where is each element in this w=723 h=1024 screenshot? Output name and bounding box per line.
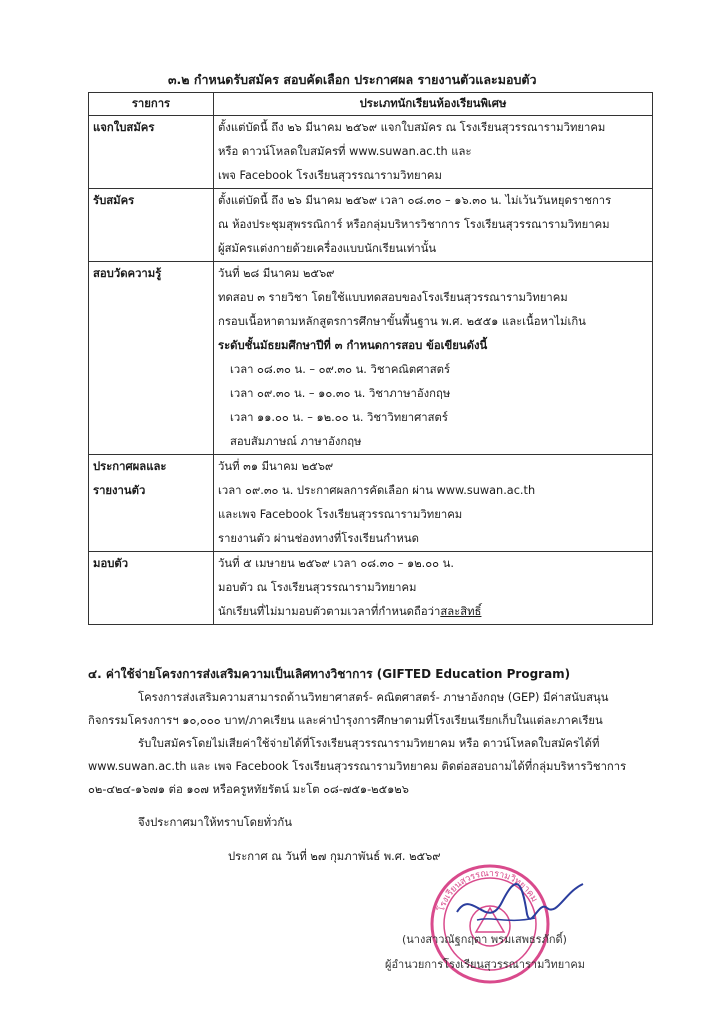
section-heading: ๓.๒ กำหนดรับสมัคร สอบคัดเลือก ประกาศผล รายงานตัวและมอบตัว bbox=[168, 72, 537, 87]
forfeit-underlined: สละสิทธิ์ bbox=[440, 605, 482, 618]
row-topic-line: ประกาศผลและ bbox=[93, 460, 167, 473]
announce-date: ประกาศ ณ วันที่ ๒๗ กุมภาพันธ์ พ.ศ. ๒๕๖๙ bbox=[228, 850, 441, 863]
detail-line: วันที่ ๕ เมษายน ๒๕๖๙ เวลา ๐๘.๓๐ – ๑๒.๐๐ น. bbox=[218, 557, 454, 570]
detail-line: และเพจ Facebook โรงเรียนสุวรรณารามวิทยาคม bbox=[218, 508, 463, 521]
detail-line: ระดับชั้นมัธยมศึกษาปีที่ ๓ กำหนดการสอบ ข้อเขียนดังนี้ bbox=[218, 339, 488, 352]
row-detail bbox=[214, 189, 653, 262]
detail-line: วันที่ ๒๘ มีนาคม ๒๕๖๙ bbox=[218, 267, 335, 280]
detail-line: กรอบเนื้อหาตามหลักสูตรการศึกษาขั้นพื้นฐาน พ.ศ. ๒๕๕๑ และเนื้อหาไม่เกิน bbox=[218, 315, 586, 328]
table-row bbox=[89, 116, 653, 189]
section-4 bbox=[88, 663, 668, 801]
column-header-item: รายการ bbox=[89, 93, 214, 116]
exam-time-line: เวลา ๐๙.๓๐ น. – ๑๐.๓๐ น. วิชาภาษาอังกฤษ bbox=[230, 387, 451, 400]
row-detail bbox=[214, 262, 653, 455]
closing-text: จึงประกาศมาให้ทราบโดยทั่วกัน bbox=[138, 816, 292, 829]
detail-line: ตั้งแต่บัดนี้ ถึง ๒๖ มีนาคม ๒๕๖๙ เวลา ๐๘.๓๐ – ๑๖.๓๐ น. ไม่เว้นวันหยุดราชการ bbox=[218, 194, 612, 207]
detail-line: ทดสอบ ๓ รายวิชา โดยใช้แบบทดสอบของโรงเรียนสุวรรณารามวิทยาคม bbox=[218, 291, 568, 304]
forfeit-text: นักเรียนที่ไม่มามอบตัวตามเวลาที่กำหนดถือว่า bbox=[218, 605, 441, 618]
row-detail bbox=[214, 455, 653, 552]
row-topic: แจกใบสมัคร bbox=[89, 116, 214, 189]
row-detail bbox=[214, 552, 653, 625]
detail-line: ผู้สมัครแต่งกายด้วยเครื่องแบบนักเรียนเท่านั้น bbox=[218, 242, 437, 255]
exam-time-line: เวลา ๐๘.๓๐ น. – ๐๙.๓๐ น. วิชาคณิตศาสตร์ bbox=[230, 363, 451, 376]
schedule-table bbox=[88, 92, 653, 625]
row-detail bbox=[214, 116, 653, 189]
row-topic bbox=[89, 455, 214, 552]
paragraph-line: รับใบสมัครโดยไม่เสียค่าใช้จ่ายได้ที่โรงเรียนสุวรรณารามวิทยาคม หรือ ดาวน์โหลดใบสมัครได้ที่ bbox=[138, 737, 600, 750]
row-topic: มอบตัว bbox=[89, 552, 214, 625]
detail-line: มอบตัว ณ โรงเรียนสุวรรณารามวิทยาคม bbox=[218, 581, 417, 594]
detail-line bbox=[218, 600, 648, 624]
table-row bbox=[89, 552, 653, 625]
detail-line: วันที่ ๓๑ มีนาคม ๒๕๖๙ bbox=[218, 460, 334, 473]
detail-line: เวลา ๐๙.๓๐ น. ประกาศผลการคัดเลือก ผ่าน www.suwan.ac.th bbox=[218, 484, 536, 497]
exam-time-line: เวลา ๑๑.๐๐ น. – ๑๒.๐๐ น. วิชาวิทยาศาสตร์ bbox=[230, 411, 448, 424]
seal-text: โรงเรียนสุวรรณารามวิทยาคม bbox=[436, 868, 540, 913]
section-4-title: ๔. ค่าใช้จ่ายโครงการส่งเสริมความเป็นเลิศทางวิชาการ (GIFTED Education Program) bbox=[88, 667, 571, 681]
paragraph-line: โครงการส่งเสริมความสามารถด้านวิทยาศาสตร์- คณิตศาสตร์- ภาษาอังกฤษ (GEP) มีค่าสนับสนุน bbox=[138, 691, 609, 704]
column-header-type: ประเภทนักเรียนห้องเรียนพิเศษ bbox=[214, 93, 653, 116]
signature-underline bbox=[477, 918, 535, 920]
detail-line: ณ ห้องประชุมสุพรรณิการ์ หรือกลุ่มบริหารวิชาการ โรงเรียนสุวรรณารามวิทยาคม bbox=[218, 218, 610, 231]
detail-line: หรือ ดาวน์โหลดใบสมัครที่ www.suwan.ac.th และ bbox=[218, 145, 472, 158]
paragraph-line: ๐๒-๔๒๔-๑๖๗๑ ต่อ ๑๐๗ หรือครูหทัยรัตน์ มะโต ๐๘-๗๕๑-๒๕๑๒๖ bbox=[88, 783, 409, 796]
detail-line: ตั้งแต่บัดนี้ ถึง ๒๖ มีนาคม ๒๕๖๙ แจกใบสมัคร ณ โรงเรียนสุวรรณารามวิทยาคม bbox=[218, 121, 606, 134]
paragraph-line: กิจกรรมโครงการฯ ๑๐,๐๐๐ บาท/ภาคเรียน และค่าบำรุงการศึกษาตามที่โรงเรียนเรียกเก็บในแต่ละภาคเรียน bbox=[88, 714, 603, 727]
row-topic: รับสมัคร bbox=[89, 189, 214, 262]
signer-position: ผู้อำนวยการโรงเรียนสุวรรณารามวิทยาคม bbox=[385, 958, 586, 971]
paragraph-line: www.suwan.ac.th และ เพจ Facebook โรงเรียนสุวรรณารามวิทยาคม ติดต่อสอบถามได้ที่กลุ่มบริหารวิชาการ bbox=[88, 760, 627, 773]
table-row bbox=[89, 262, 653, 455]
table-header-row bbox=[89, 93, 653, 116]
signer-name: (นางสาวณัฐกฤตา พรมเสพธรภักดิ์) bbox=[402, 933, 567, 946]
table-row bbox=[89, 189, 653, 262]
row-topic-line: รายงานตัว bbox=[93, 484, 146, 497]
row-topic: สอบวัดความรู้ bbox=[89, 262, 214, 455]
signature-stroke bbox=[457, 884, 583, 919]
table-row bbox=[89, 455, 653, 552]
detail-line: รายงานตัว ผ่านช่องทางที่โรงเรียนกำหนด bbox=[218, 532, 419, 545]
interview-line: สอบสัมภาษณ์ ภาษาอังกฤษ bbox=[230, 435, 362, 448]
detail-line: เพจ Facebook โรงเรียนสุวรรณารามวิทยาคม bbox=[218, 169, 442, 182]
